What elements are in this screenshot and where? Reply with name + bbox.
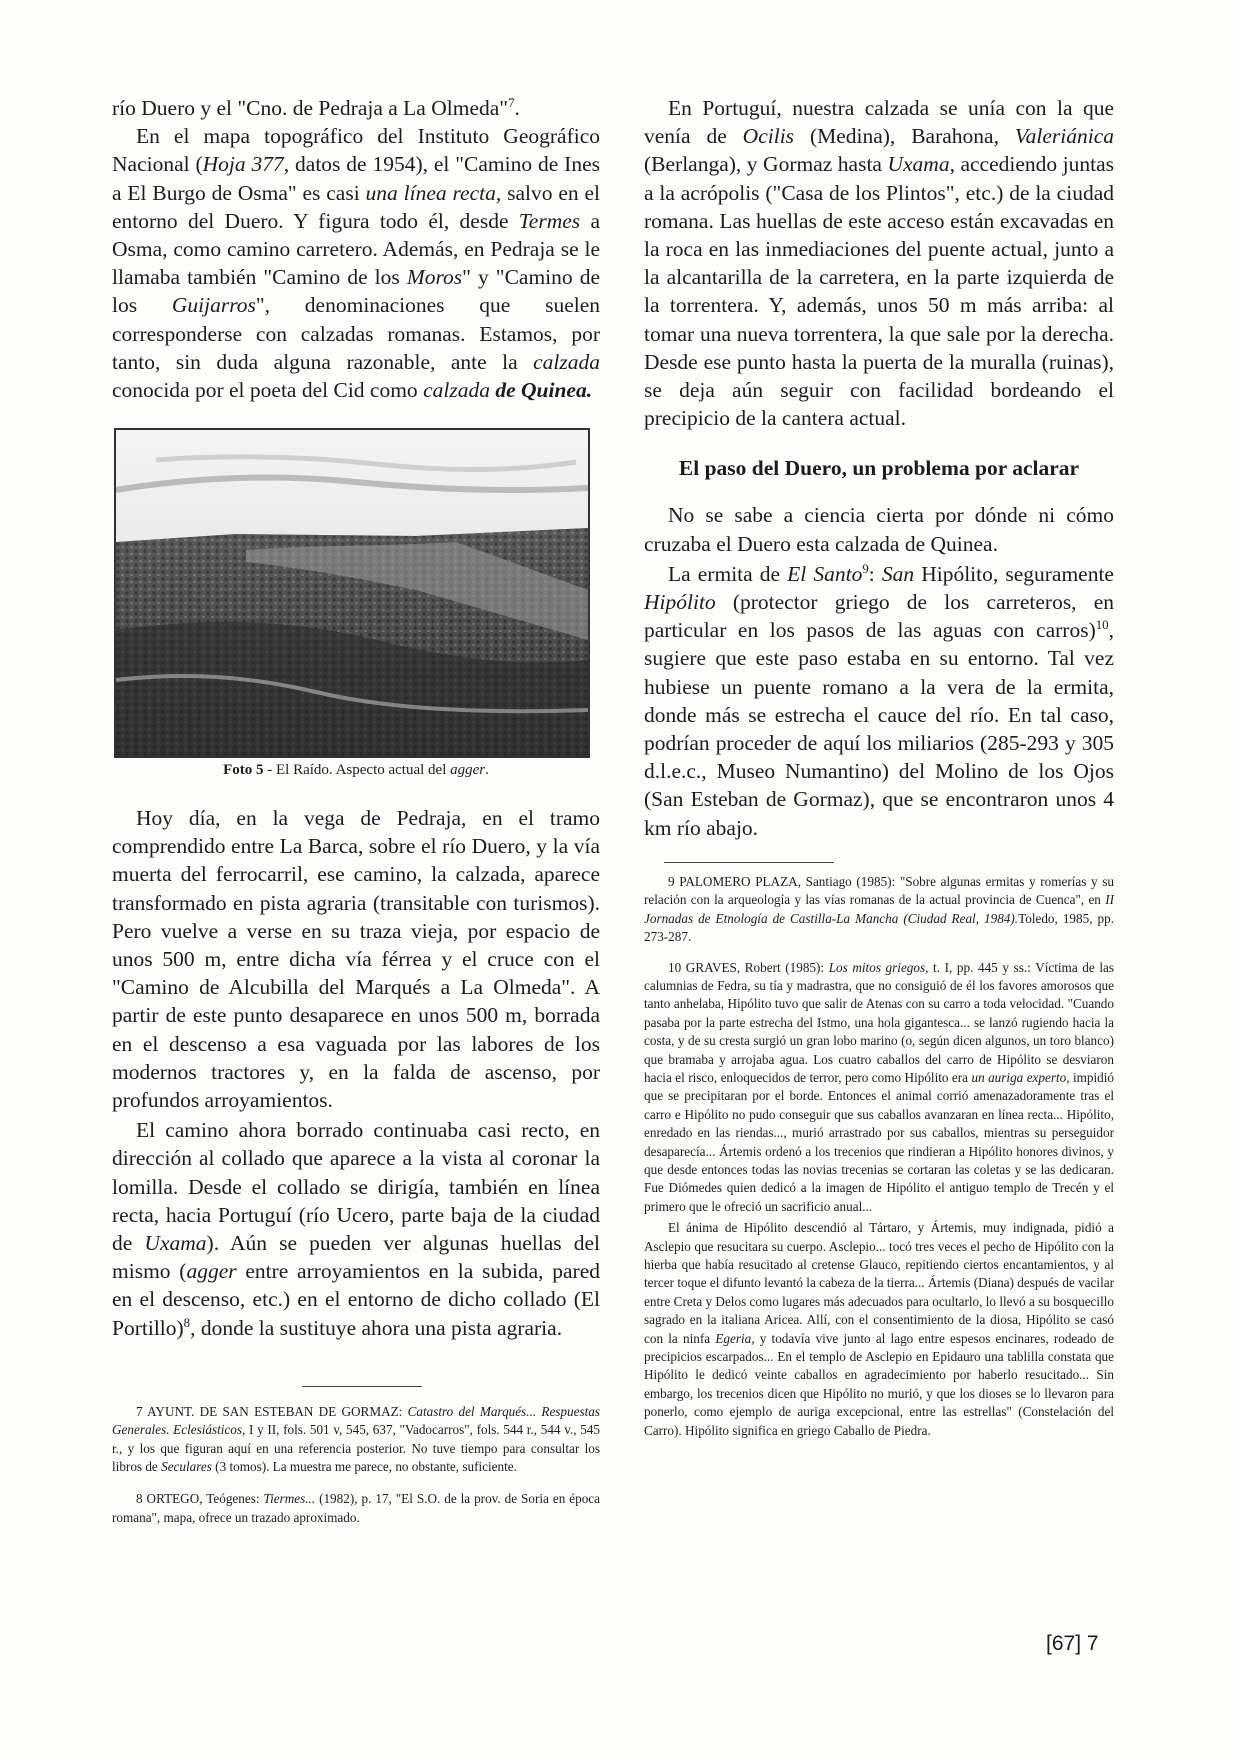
left-column [112,94,600,404]
paragraph: La ermita de El Santo$^9$: San Hipólito, seguramente Hipólito (protector griego de los carreteros, en particular en los pasos de las aguas con carros)$^{10}$, sugiere que este paso estaba en su entorno. Tal vez hubiese un puente romano a la vera de la ermita, donde más se estrecha el cauce del río. En tal caso, podrían proceder de aquí los miliarios (285-293 y 305 d.l.e.c., Museo Numantino) del Molino de los Ojos (San Esteban de Gormaz), que se encontraron unos 4 km río abajo. [644,561,1114,840]
paragraph: río Duero y el "Cno. de Pedraja a La Olmeda"$^7$. [112,95,520,120]
section-heading: El paso del Duero, un problema por aclarar [678,456,1080,481]
footnote-ref: 7 [508,95,515,110]
footnote-9: 9 PALOMERO PLAZA, Santiago (1985): "Sobre algunas ermitas y romerías y su relación con la arqueología y las vías romanas de la actual provincia de Cuenca", en II Jornadas de Etnología de Castilla-La Mancha (Ciudad Real, 1984).Toledo, 1985, pp. 273-287. [644,873,1114,945]
page-number: [67] 7 [1046,1632,1099,1655]
footnote-7: 7 AYUNT. DE SAN ESTEBAN DE GORMAZ: Catastro del Marqués... Respuestas Generales. Eclesiásticos, I y II, fols. 501 v, 545, 637, "Vadocarros", fols. 544 r., 544 v., 545 r., y los que figuran aquí en una referencia posterior. No tuve tiempo para consultar los libros de Seculares (3 tomos). La muestra me parece, no obstante, suficiente. [112,1403,600,1475]
left-column-lower [112,804,600,1527]
photo-caption: Foto 5 - El Raído. Aspecto actual del agger. [223,762,489,778]
paragraph: En Portuguí, nuestra calzada se unía con la que venía de Ocilis (Medina), Barahona, Valeriánica (Berlanga), y Gormaz hasta Uxama, accediendo juntas a la acrópolis ("Casa de los Plintos", etc.) de la ciudad romana. Las huellas de este acceso están excavadas en la roca en las inmediaciones del puente actual, junto a la alcantarilla de la carretera, en la parte izquierda de la torrentera. Y, además, unos 50 m más arriba: al tomar una nueva torrentera, la que sale por la derecha. Desde ese punto hasta la puerta de la muralla (ruinas), se deja aún seguir con facilidad bordeando el precipicio de la cantera actual. [644,96,1114,431]
footnote-10-continued: El ánima de Hipólito descendió al Tártaro, y Ártemis, muy indignada, pidió a Asclepio que resucitara su cuerpo. Asclepio... tocó tres veces el pecho de Hipólito con la hierba que había resucitado al cretense Glauco, repitiendo ciertos encantamientos, y al tercer toque el difunto levantó la cabeza de la tierra... Ártemis (Diana) después de vacilar entre Creta y Delos como lugares más adecuados para ocultarlo, lo llevó a su bosquecillo sagrado en la italiana Aricea. Allí, con el consentimiento de la diosa, Hipólito se casó con la ninfa Egeria, y todavía vive junto al lago entre espesos encinares, rodeado de precipicios escarpados... En el templo de Asclepio en Epidauro una tablilla constata que Hipólito le dedicó veinte caballos en agradecimiento por haberlo resucitado... Sin embargo, los trecenios dicen que Hipólito no murió, y que los dioses se lo llevaron para ponerlo, como ejemplo de auriga excepcional, entre las estrellas" (Constelación del Carro). Hipólito significa en griego Caballo de Piedra. [644,1220,1114,1438]
paragraph: No se sabe a ciencia cierta por dónde ni cómo cruzaba el Duero esta calzada de Quinea. [644,503,1114,556]
footnote-8: 8 ORTEGO, Teógenes: Tiermes... (1982), p. 17, "El S.O. de la prov. de Soria en época romana", mapa, ofrece un trazado aproximado. [112,1491,600,1525]
paragraph: En el mapa topográfico del Instituto Geográfico Nacional (Hoja 377, datos de 1954), el "Camino de Ines a El Burgo de Osma" es casi una línea recta, salvo en el entorno del Duero. Y figura todo él, desde Termes a Osma, como camino carretero. Además, en Pedraja se le llamaba también "Camino de los Moros" y "Camino de los Guijarros", denominaciones que suelen corresponderse con calzadas romanas. Estamos, por tanto, sin duda alguna razonable, ante la calzada conocida por el poeta del Cid como calzada de Quinea. [112,124,601,403]
footnote-rule [302,1386,422,1387]
right-column [644,94,1114,1440]
paragraph: Hoy día, en la vega de Pedraja, en el tramo comprendido entre La Barca, sobre el río Duero, y la vía muerta del ferrocarril, ese camino, la calzada, aparece transformado en pista agraria (transitable con turismos). Pero vuelve a verse en su traza vieja, por espacio de unos 500 m, entre dicha vía férrea y el cruce con el "Camino de Alcubilla del Marqués a La Olmeda". A partir de este punto desaparece en unos 500 m, borrada en el descenso a esa vaguada por las labores de los modernos tractores y, en la falda de ascenso, por profundos arroyamientos. [112,806,600,1113]
footnote-ref: 10 [1095,618,1109,633]
footnote-ref: 9 [862,561,869,576]
footnote-10: 10 GRAVES, Robert (1985): Los mitos griegos, t. I, pp. 445 y ss.: Víctima de las calumnias de Fedra, su tía y madrastra, que no consiguió de él los favores amorosos que tanto anhelaba, Hipólito tuvo que salir de Atenas con su carro a toda velocidad. "Cuando pasaba por la parte estrecha del Istmo, una hola gigantesca... se lanzó rugiendo hacia la costa, y de su cresta surgió un gran lobo marino (o, según dicen algunos, un toro blanco) que bramaba y arrojaba agua. Los cuatro caballos del carro de Hipólito se desviaron hacia el risco, enloquecidos de terror, pero como Hipólito era un auriga experto, impidió que se precipitaran por el borde. Entonces el animal corrió amenazadoramente tras el carro e Hipólito no pudo conseguir que sus caballos avanzaran en línea recta... Hipólito, enredado en las riendas..., murió arrastrado por sus caballos, mientras su perseguidor desaparecía... Ártemis ordenó a los trecenios que rindieran a Hipólito honores divinos, y que desde entonces todas las novias trecenias se cortaran las coletas y se las dedicaran. Fue Diómedes quien dedicó a la imagen de Hipólito el antiguo templo de Trecén y el primero que le ofreció un sacrificio anual... [644,959,1115,1214]
landscape-photo [114,428,590,758]
paragraph: El camino ahora borrado continuaba casi recto, en dirección al collado que aparece a la vista al coronar la lomilla. Desde el collado se dirigía, también en línea recta, hacia Portuguí (río Ucero, parte baja de la ciudad de Uxama). Aún se pueden ver algunas huellas del mismo (agger entre arroyamientos en la subida, pared en el descenso, etc.) en el entorno de dicho collado (El Portillo)$^8$, donde la sustituye ahora una pista agraria. [112,1118,601,1340]
photo-image [116,430,588,756]
footnote-rule [664,862,834,863]
footnote-ref: 8 [183,1315,191,1330]
